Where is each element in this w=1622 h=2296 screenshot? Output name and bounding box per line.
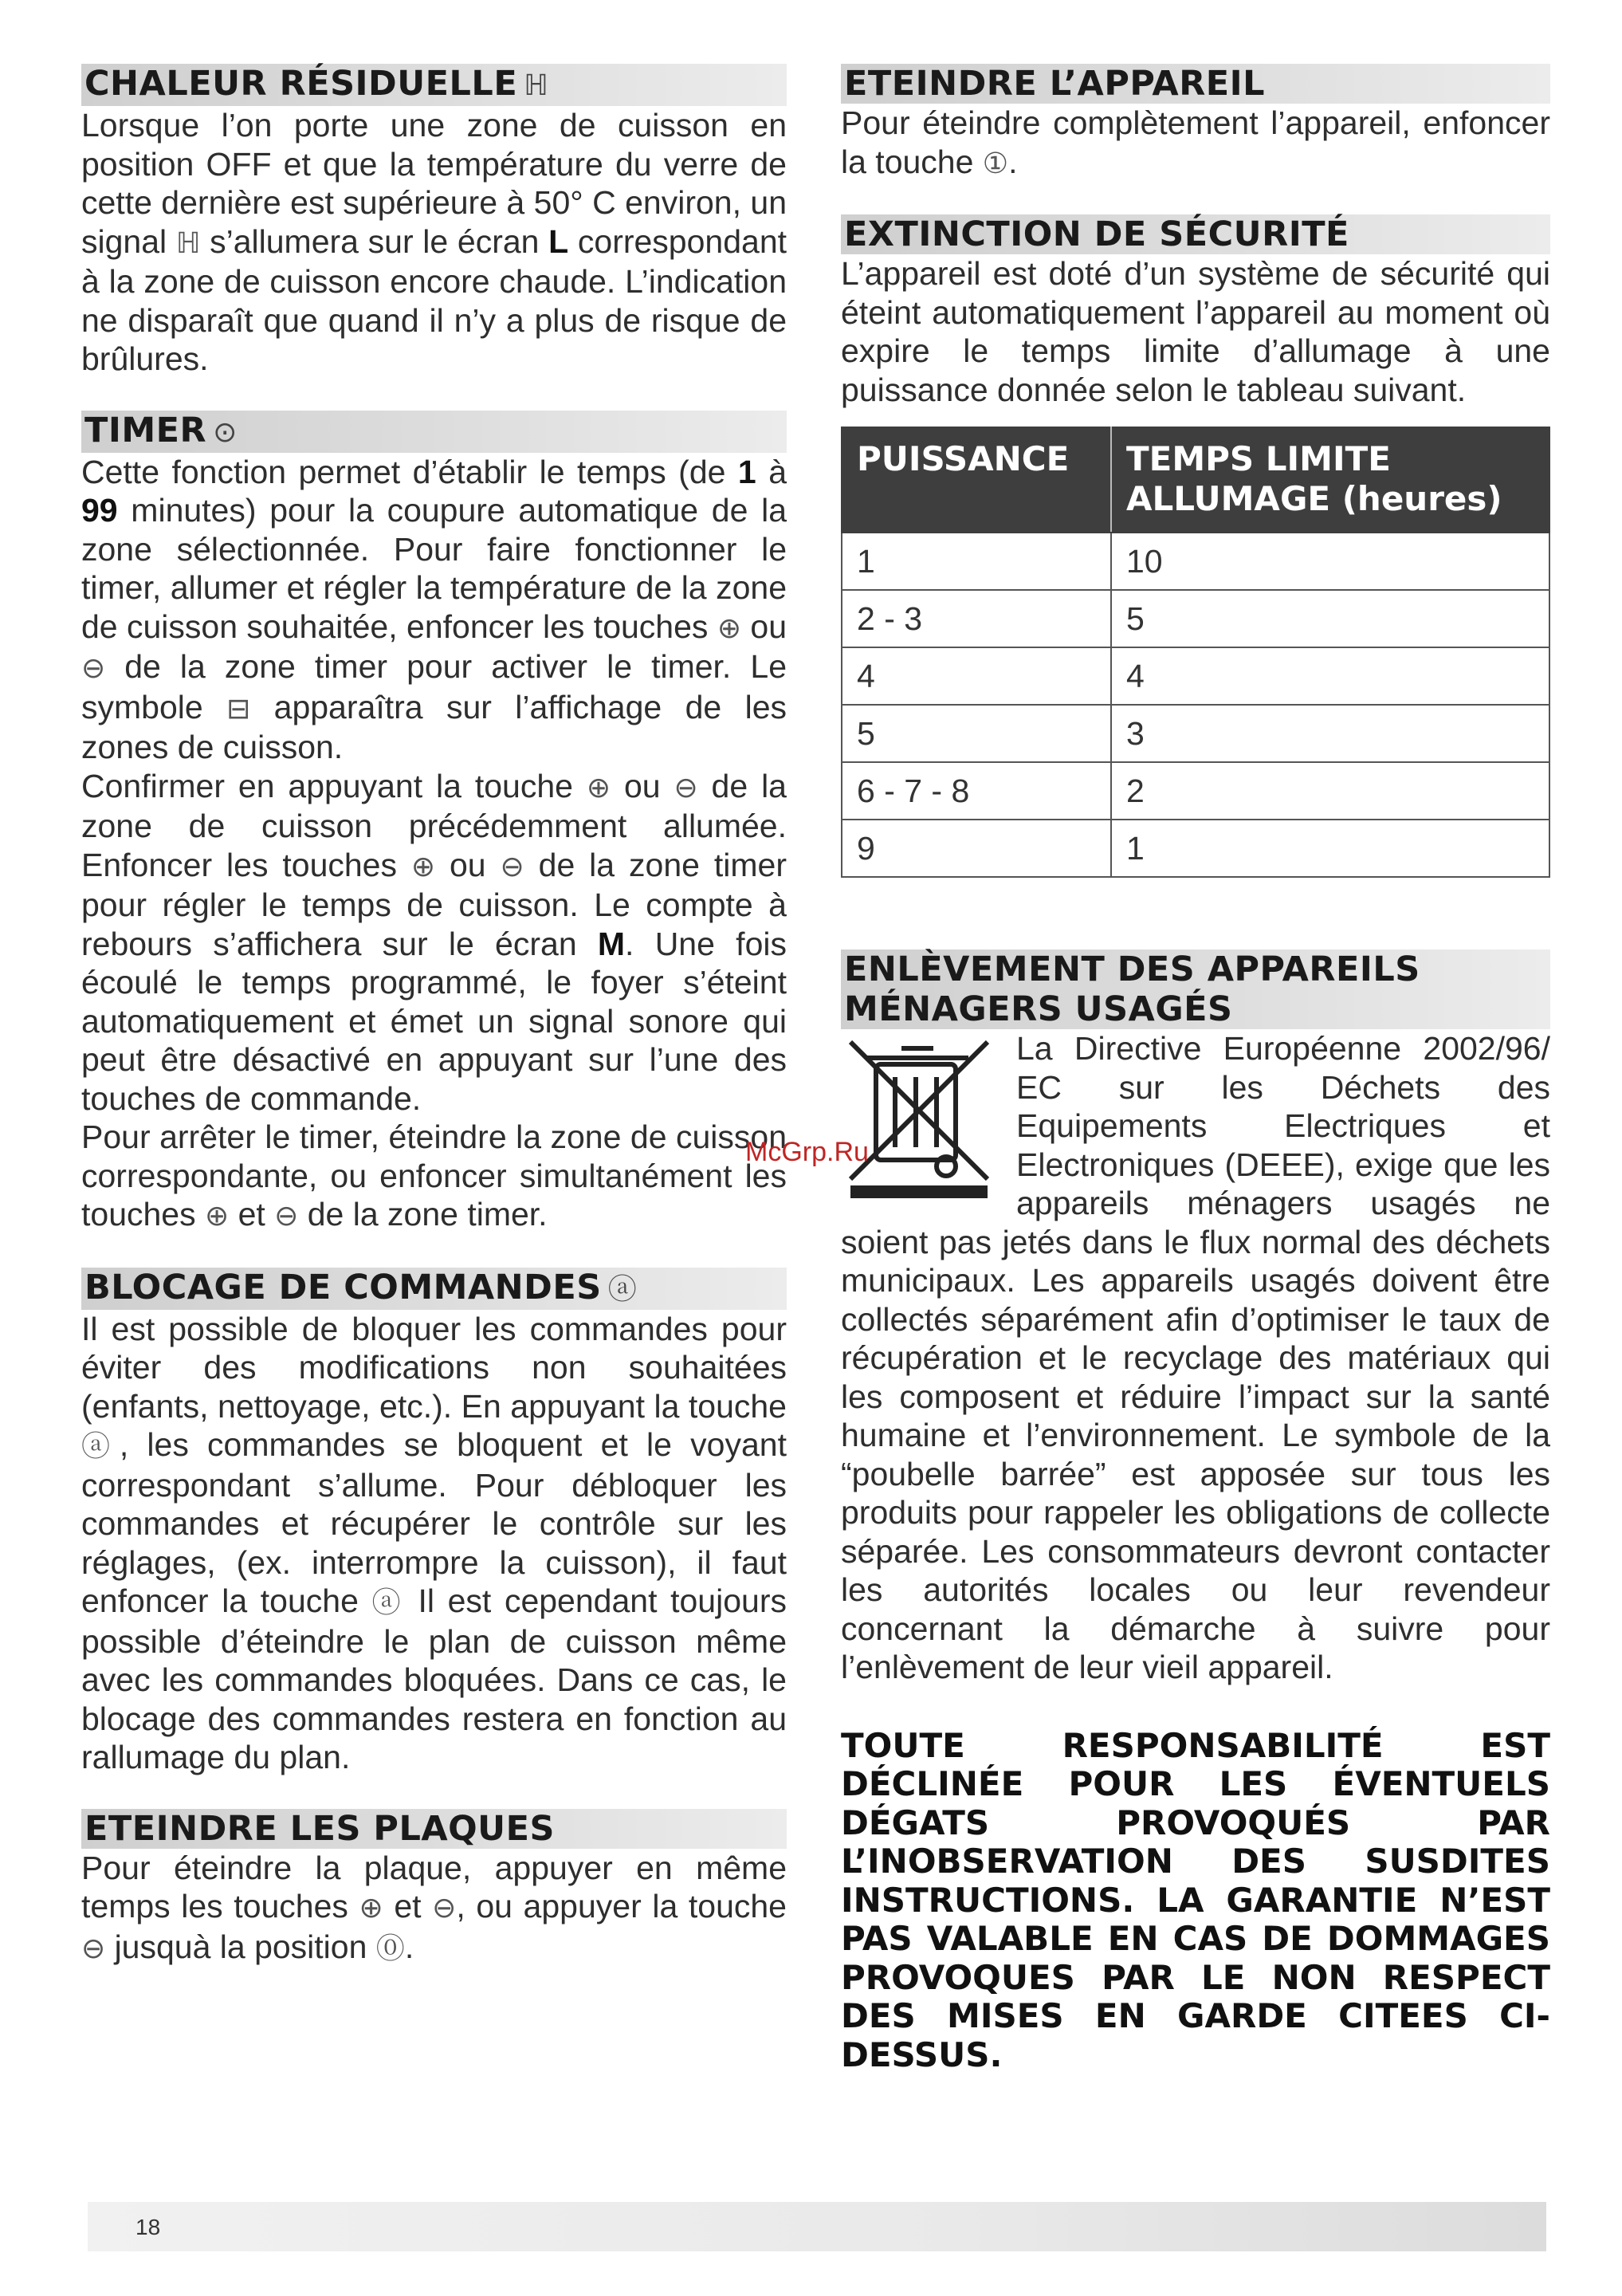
cell-time: 1 (1111, 820, 1549, 877)
cell-power: 2 - 3 (842, 590, 1111, 647)
page-number: 18 (135, 2215, 161, 2239)
cell-time: 10 (1111, 533, 1549, 590)
cell-power: 4 (842, 647, 1111, 705)
table-row (842, 762, 1549, 820)
heading-switch-off-appliance: ETEINDRE L’APPAREIL (841, 64, 1550, 104)
cell-time: 5 (1111, 590, 1549, 647)
lock-icon: ⓐ (607, 1272, 638, 1306)
cell-time: 3 (1111, 705, 1549, 762)
watermark: McGrp.Ru (745, 1137, 869, 1167)
table-row (842, 820, 1549, 877)
heading-safety-shutoff: EXTINCTION DE SÉCURITÉ (841, 214, 1550, 254)
control-lock-text: Il est possible de bloquer les commandes pour éviter des modifications non souhaitées (enfants, nettoyage, etc.). En appuyant la touche ⓐ, les commandes se bloquent et le voyant correspondant s’allume. Pour débloquer les commandes et récupérer le contrôle sur les réglages, (ex. interrompre la cuisson), il faut enfoncer la touche ⓐ Il est cependant toujours possible d’éteindre le plan de cuisson même avec les commandes bloquées. Dans ce cas, le blocage des commandes restera en fonction au rallumage du plan. (81, 1310, 787, 1775)
minus-icon: ⊖ (81, 1931, 106, 1964)
section-switch-off-plates (81, 1809, 787, 1968)
cell-power: 5 (842, 705, 1111, 762)
section-weee-disposal (841, 949, 1550, 1687)
cell-time: 4 (1111, 647, 1549, 705)
table-row (842, 647, 1549, 705)
residual-heat-icon: ℍ (175, 226, 201, 259)
switch-off-plates-text: Pour éteindre la plaque, appuyer en même temps les touches ⊕ et ⊖, ou appuyer la touche ⊖ jusquà la position ⓪. (81, 1849, 787, 1965)
heading-weee-disposal: ENLÈVEMENT DES APPAREILS MÉNAGERS USAGÉS (841, 949, 1550, 1029)
residual-heat-icon: ℍ (524, 69, 549, 102)
header-time-limit: TEMPS LIMITE ALLUMAGE (heures) (1111, 427, 1549, 533)
section-timer (81, 411, 787, 1236)
minus-icon: ⊖ (500, 849, 524, 883)
switch-off-appliance-text: Pour éteindre complètement l’appareil, enfoncer la touche ①. (841, 104, 1550, 180)
lock-icon: ⓐ (371, 1586, 405, 1618)
residual-heat-text: Lorsque l’on porte une zone de cuisson en position OFF et que la température du verre de cette dernière est supérieure à 50° C environ, un signal ℍ s’allumera sur le écran L correspondant à la zone de cuisson encore chaude. L’indication ne disparaît que quand il n’y a plus de risque de brûlures. (81, 107, 787, 377)
plus-icon: ⊕ (410, 849, 436, 883)
section-warning (841, 1727, 1550, 2075)
screen-label: L (548, 222, 569, 260)
power-icon: ① (982, 146, 1009, 179)
minus-icon: ⊖ (274, 1199, 299, 1232)
minus-icon: ⊖ (432, 1891, 457, 1924)
cell-power: 6 - 7 - 8 (842, 762, 1111, 820)
left-column (81, 64, 787, 1999)
plus-icon: ⊕ (359, 1891, 383, 1924)
minus-icon: ⊖ (81, 651, 106, 684)
crossed-out-wheelie-bin-icon (841, 1032, 1000, 1208)
cell-time: 2 (1111, 762, 1549, 820)
header-power: PUISSANCE (842, 427, 1111, 533)
table-row (842, 533, 1549, 590)
table-row (842, 705, 1549, 762)
weee-block (841, 1029, 1550, 1687)
plus-icon: ⊕ (586, 770, 611, 804)
timer-paragraph-1: Cette fonction permet d’établir le temps (de 1 à 99 minutes) pour la coupure automatique de la zone sélectionnée. Pour faire fonctionner le timer, allumer et régler la température de la zone de cuisson souhaitée, enfoncer les touches ⊕ ou ⊖ de la zone timer pour activer le timer. Le symbole ⊟ apparaîtra sur l’affichage de les zones de cuisson. (81, 453, 787, 765)
timer-paragraph-2: Confirmer en appuyant la touche ⊕ ou ⊖ de la zone de cuisson précédemment allumée. Enfoncer les touches ⊕ ou ⊖ de la zone timer pour régler le temps de cuisson. Le compte à rebours s’affichera sur le écran M. Une fois écoulé le temps programmé, le foyer s’éteint automatiquement et émet un signal sonore qui peut être désactivé en appuyant sur l’une des touches de commande. (81, 767, 787, 1117)
right-column (841, 64, 1550, 2108)
heading-control-lock: BLOCAGE DE COMMANDES ⓐ (81, 1268, 787, 1310)
timer-symbol-icon: ⊟ (226, 691, 251, 725)
weee-text: La Directive Européenne 2002/96/ EC sur les Déchets des Equipements Electriques et Electroniques (DEEE), exige que les appareils ménagers usagés ne soient pas jetés dans le flux normal des déchets municipaux. Les appareils usagés doivent être collectés séparément afin d’optimiser le taux de récupération et le recyclage des matériaux qui les composent et réduire l’impact sur la santé humaine et l’environnement. Le symbole de la “poubelle barrée” est apposée sur tous les produits pour rappeler les obligations de collecte séparée. Les consommateurs devront contacter les autorités locales ou leur revendeur concernant la démarche à suivre pour l’enlèvement de leur vieil appareil. (841, 1030, 1550, 1685)
heading-timer: TIMER ⊙ (81, 411, 787, 453)
cell-power: 9 (842, 820, 1111, 877)
timer-paragraph-3: Pour arrêter le timer, éteindre la zone de cuisson correspondante, ou enfoncer simultanément les touches ⊕ et ⊖ de la zone timer. (81, 1119, 787, 1233)
section-control-lock (81, 1268, 787, 1777)
footer-bar (88, 2202, 1546, 2251)
liability-warning: TOUTE RESPONSABILITÉ EST DÉCLINÉE POUR LES ÉVENTUELS DÉGATS PROVOQUÉS PAR L’INOBSERVATION DES SUSDITES INSTRUCTIONS. LA GARANTIE N’EST PAS VALABLE EN CAS DE DOMMAGES PROVOQUES PAR LE NON RESPECT DES MISES EN GARDE CITEES CI-DESSUS. (841, 1725, 1550, 2074)
zero-display-icon: ⓪ (375, 1931, 405, 1964)
power-time-limit-table (841, 427, 1550, 878)
heading-switch-off-plates: ETEINDRE LES PLAQUES (81, 1809, 787, 1849)
timer-clock-icon: ⊙ (213, 415, 238, 449)
screen-label: M (597, 925, 626, 962)
section-switch-off-appliance (841, 64, 1550, 183)
section-residual-heat (81, 64, 787, 379)
heading-residual-heat: CHALEUR RÉSIDUELLE ℍ (81, 64, 787, 106)
plus-icon: ⊕ (717, 611, 741, 644)
plus-icon: ⊕ (205, 1199, 230, 1232)
safety-shutoff-text: L’appareil est doté d’un système de sécurité qui éteint automatiquement l’appareil au moment où expire le temps limite d’allumage à une puissance donnée selon le tableau suivant. (841, 255, 1550, 408)
cell-power: 1 (842, 533, 1111, 590)
minus-icon: ⊖ (674, 770, 698, 804)
section-safety-shutoff (841, 214, 1550, 878)
table-row (842, 590, 1549, 647)
lock-icon: ⓐ (81, 1429, 120, 1462)
table-header-row (842, 427, 1549, 533)
